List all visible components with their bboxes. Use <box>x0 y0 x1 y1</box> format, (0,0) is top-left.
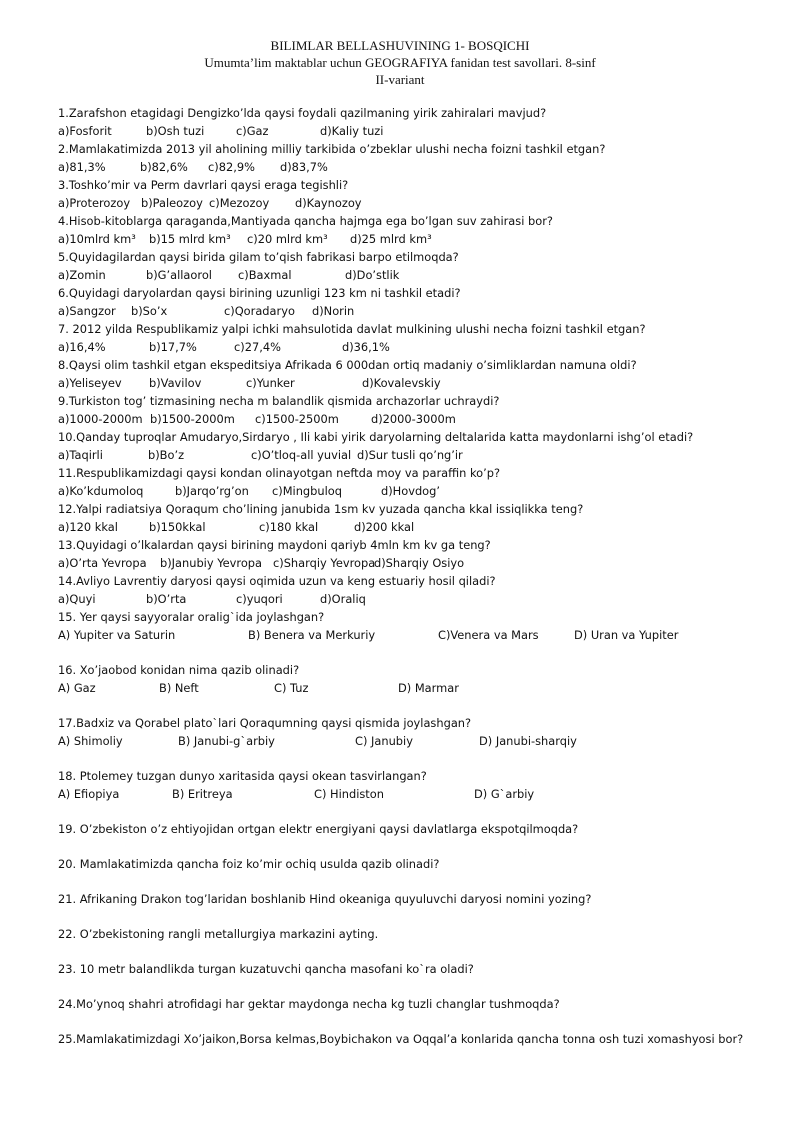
answer-option[interactable]: d)Sur tusli qo’ng’ir <box>357 448 463 462</box>
answer-option[interactable]: b)15 mlrd km³ <box>149 232 231 246</box>
open-question: 25.Mamlakatimizdagi Xo’jaikon,Borsa kelmas,Boybichakon va Oqqal’a konlarida qancha tonna osh tuzi xomashyosi bor? <box>58 1032 744 1046</box>
document-title: BILIMLAR BELLASHUVINING 1- BOSQICHI <box>270 38 530 53</box>
answer-option[interactable]: b)Osh tuzi <box>146 124 205 138</box>
answer-option[interactable]: d)Kovalevskiy <box>362 376 441 390</box>
answer-options <box>58 446 788 464</box>
answer-option[interactable]: b)Vavilov <box>149 376 202 390</box>
answer-option[interactable]: d)36,1% <box>342 340 390 354</box>
question-text: 16. Xo’jaobod konidan nima qazib olinadi? <box>58 663 300 677</box>
answer-option[interactable]: d)Norin <box>312 304 355 318</box>
answer-options <box>58 590 788 608</box>
document-subtitle: Umumta’lim maktablar uchun GEOGRAFIYA fanidan test savollari. 8-sinf <box>204 55 596 70</box>
answer-option[interactable]: a)Proterozoy <box>58 196 131 210</box>
answer-option[interactable]: c)Mingbuloq <box>272 484 342 498</box>
question-text: 8.Qaysi olim tashkil etgan ekspeditsiya Afrikada 6 000dan ortiq madaniy o’simliklardan namuna oldi? <box>58 358 637 372</box>
question-text: 6.Quyidagi daryolardan qaysi birining uzunligi 123 km ni tashkil etadi? <box>58 286 461 300</box>
answer-option[interactable]: a)Taqirli <box>58 448 103 462</box>
answer-option[interactable]: B) Benera va Merkuriy <box>248 628 376 642</box>
answer-option[interactable]: d)Kaynozoy <box>295 196 362 210</box>
answer-option[interactable]: b)So’x <box>131 304 168 318</box>
answer-option[interactable]: c)Gaz <box>236 124 269 138</box>
answer-options <box>58 194 788 212</box>
answer-option[interactable]: c)20 mlrd km³ <box>247 232 328 246</box>
question-text: 10.Qanday tuproqlar Amudaryo,Sirdaryo , Ili kabi yirik daryolarning deltalarida katta maydonlarni ishg’ol etadi? <box>58 430 694 444</box>
answer-option[interactable]: d)Hovdog’ <box>381 484 440 498</box>
answer-option[interactable]: a)Yeliseyev <box>58 376 122 390</box>
answer-option[interactable]: A) Yupiter va Saturin <box>58 628 176 642</box>
question-text: 9.Turkiston tog’ tizmasining necha m balandlik qismida archazorlar uchraydi? <box>58 394 500 408</box>
answer-options <box>58 122 788 140</box>
answer-options <box>58 410 788 428</box>
answer-options <box>58 785 788 803</box>
answer-option[interactable]: d)Sharqiy Osiyo <box>374 556 465 570</box>
question-text: 2.Mamlakatimizda 2013 yil aholining milliy tarkibida o’zbeklar ulushi necha foizni tashkil etgan? <box>58 142 606 156</box>
question-text: 4.Hisob-kitoblarga qaraganda,Mantiyada qancha hajmga ega bo’lgan suv zahirasi bor? <box>58 214 553 228</box>
answer-option[interactable]: C) Tuz <box>274 681 309 695</box>
answer-option[interactable]: B) Eritreya <box>172 787 233 801</box>
answer-option[interactable]: A) Shimoliy <box>58 734 123 748</box>
answer-option[interactable]: d)Kaliy tuzi <box>320 124 384 138</box>
question-text: 3.Toshko’mir va Perm davrlari qaysi eraga tegishli? <box>58 178 349 192</box>
question-text: 14.Avliyo Lavrentiy daryosi qaysi oqimida uzun va keng estuariy hosil qiladi? <box>58 574 496 588</box>
answer-option[interactable]: b)17,7% <box>149 340 197 354</box>
answer-option[interactable]: C) Janubiy <box>355 734 413 748</box>
answer-option[interactable]: A) Efiopiya <box>58 787 120 801</box>
open-question: 24.Mo’ynoq shahri atrofidagi har gektar maydonga necha kg tuzli changlar tushmoqda? <box>58 997 560 1011</box>
answer-option[interactable]: B) Janubi-g`arbiy <box>178 734 275 748</box>
answer-option[interactable]: a)1000-2000m <box>58 412 143 426</box>
answer-option[interactable]: c)O’tloq-all yuvial <box>251 448 352 462</box>
question-text: 15. Yer qaysi sayyoralar oralig`ida joylashgan? <box>58 610 325 624</box>
answer-option[interactable]: a)Ko’kdumoloq <box>58 484 144 498</box>
answer-option[interactable]: d)200 kkal <box>354 520 415 534</box>
answer-option[interactable]: c)1500-2500m <box>255 412 339 426</box>
answer-option[interactable]: c)Qoradaryo <box>224 304 295 318</box>
answer-option[interactable]: a)10mlrd km³ <box>58 232 136 246</box>
answer-option[interactable]: D) Janubi-sharqiy <box>479 734 577 748</box>
answer-options <box>58 230 788 248</box>
answer-options <box>58 554 788 572</box>
answer-options <box>58 266 788 284</box>
answer-option[interactable]: b)Bo’z <box>148 448 185 462</box>
answer-options <box>58 158 788 176</box>
answer-option[interactable]: c)Yunker <box>246 376 295 390</box>
open-question: 23. 10 metr balandlikda turgan kuzatuvchi qancha masofani ko`ra oladi? <box>58 962 474 976</box>
answer-option[interactable]: c)Sharqiy Yevropa <box>273 556 376 570</box>
answer-option[interactable]: C)Venera va Mars <box>438 628 539 642</box>
answer-option[interactable]: b)Janubiy Yevropa <box>160 556 263 570</box>
answer-option[interactable]: a)Zomin <box>58 268 106 282</box>
answer-options <box>58 732 788 750</box>
open-question: 19. O’zbekiston o’z ehtiyojidan ortgan elektr energiyani qaysi davlatlarga ekspotqilmoqda? <box>58 822 579 836</box>
answer-option[interactable]: c)180 kkal <box>259 520 319 534</box>
answer-option[interactable]: c)27,4% <box>234 340 281 354</box>
answer-option[interactable]: B) Neft <box>159 681 199 695</box>
answer-option[interactable]: a)Fosforit <box>58 124 112 138</box>
answer-option[interactable]: D) Uran va Yupiter <box>574 628 679 642</box>
answer-option[interactable]: D) G`arbiy <box>474 787 535 801</box>
answer-option[interactable]: D) Marmar <box>398 681 459 695</box>
answer-options <box>58 679 788 697</box>
answer-option[interactable]: b)Jarqo’rg’on <box>175 484 249 498</box>
answer-option[interactable]: d)83,7% <box>280 160 328 174</box>
question-text: 11.Respublikamizdagi qaysi kondan olinayotgan neftda moy va paraffin ko’p? <box>58 466 501 480</box>
answer-options <box>58 626 788 644</box>
answer-option[interactable]: c)yuqori <box>236 592 283 606</box>
answer-option[interactable]: c)Mezozoy <box>209 196 270 210</box>
answer-option[interactable]: a)Quyi <box>58 592 96 606</box>
answer-options <box>58 518 788 536</box>
answer-option[interactable]: d)2000-3000m <box>371 412 456 426</box>
answer-option[interactable]: C) Hindiston <box>314 787 384 801</box>
answer-option[interactable]: d)Oraliq <box>320 592 366 606</box>
answer-option[interactable]: d)Do’stlik <box>345 268 400 282</box>
question-text: 18. Ptolemey tuzgan dunyo xaritasida qaysi okean tasvirlangan? <box>58 769 427 783</box>
answer-options <box>58 302 788 320</box>
answer-option[interactable]: d)25 mlrd km³ <box>350 232 432 246</box>
question-text: 13.Quyidagi o’lkalardan qaysi birining maydoni qariyb 4mln km kv ga teng? <box>58 538 491 552</box>
answer-option[interactable]: a)Sangzor <box>58 304 116 318</box>
answer-options <box>58 374 788 392</box>
open-question: 20. Mamlakatimizda qancha foiz ko’mir ochiq usulda qazib olinadi? <box>58 857 440 871</box>
question-text: 17.Badxiz va Qorabel plato`lari Qoraqumning qaysi qismida joylashgan? <box>58 716 472 730</box>
variant-label: II-variant <box>375 72 425 87</box>
answer-options <box>58 338 788 356</box>
answer-options <box>58 482 788 500</box>
answer-option[interactable]: a)120 kkal <box>58 520 118 534</box>
answer-option[interactable]: b)O’rta <box>146 592 187 606</box>
answer-option[interactable]: c)Baxmal <box>238 268 292 282</box>
question-text: 1.Zarafshon etagidagi Dengizko’lda qaysi foydali qazilmaning yirik zahiralari mavjud? <box>58 106 547 120</box>
question-text: 12.Yalpi radiatsiya Qoraqum cho’lining janubida 1sm kv yuzada qancha kkal issiqlikka teng? <box>58 502 584 516</box>
answer-option[interactable]: a)O’rta Yevropa <box>58 556 147 570</box>
open-question: 21. Afrikaning Drakon tog’laridan boshlanib Hind okeaniga quyuluvchi daryosi nomini yozing? <box>58 892 592 906</box>
open-question: 22. O’zbekistoning rangli metallurgiya markazini ayting. <box>58 927 379 941</box>
questions-list <box>58 104 788 1065</box>
answer-option[interactable]: b)1500-2000m <box>150 412 235 426</box>
question-text: 5.Quyidagilardan qaysi birida gilam to’qish fabrikasi barpo etilmoqda? <box>58 250 459 264</box>
question-text: 7. 2012 yilda Respublikamiz yalpi ichki mahsulotida davlat mulkining ulushi necha foizni tashkil etgan? <box>58 322 646 336</box>
answer-option[interactable]: a)81,3% <box>58 160 106 174</box>
answer-option[interactable]: b)82,6% <box>140 160 188 174</box>
answer-option[interactable]: A) Gaz <box>58 681 96 695</box>
answer-option[interactable]: b)G’allaorol <box>146 268 212 282</box>
answer-option[interactable]: a)16,4% <box>58 340 106 354</box>
answer-option[interactable]: c)82,9% <box>208 160 255 174</box>
answer-option[interactable]: b)Paleozoy <box>141 196 203 210</box>
answer-option[interactable]: b)150kkal <box>149 520 206 534</box>
